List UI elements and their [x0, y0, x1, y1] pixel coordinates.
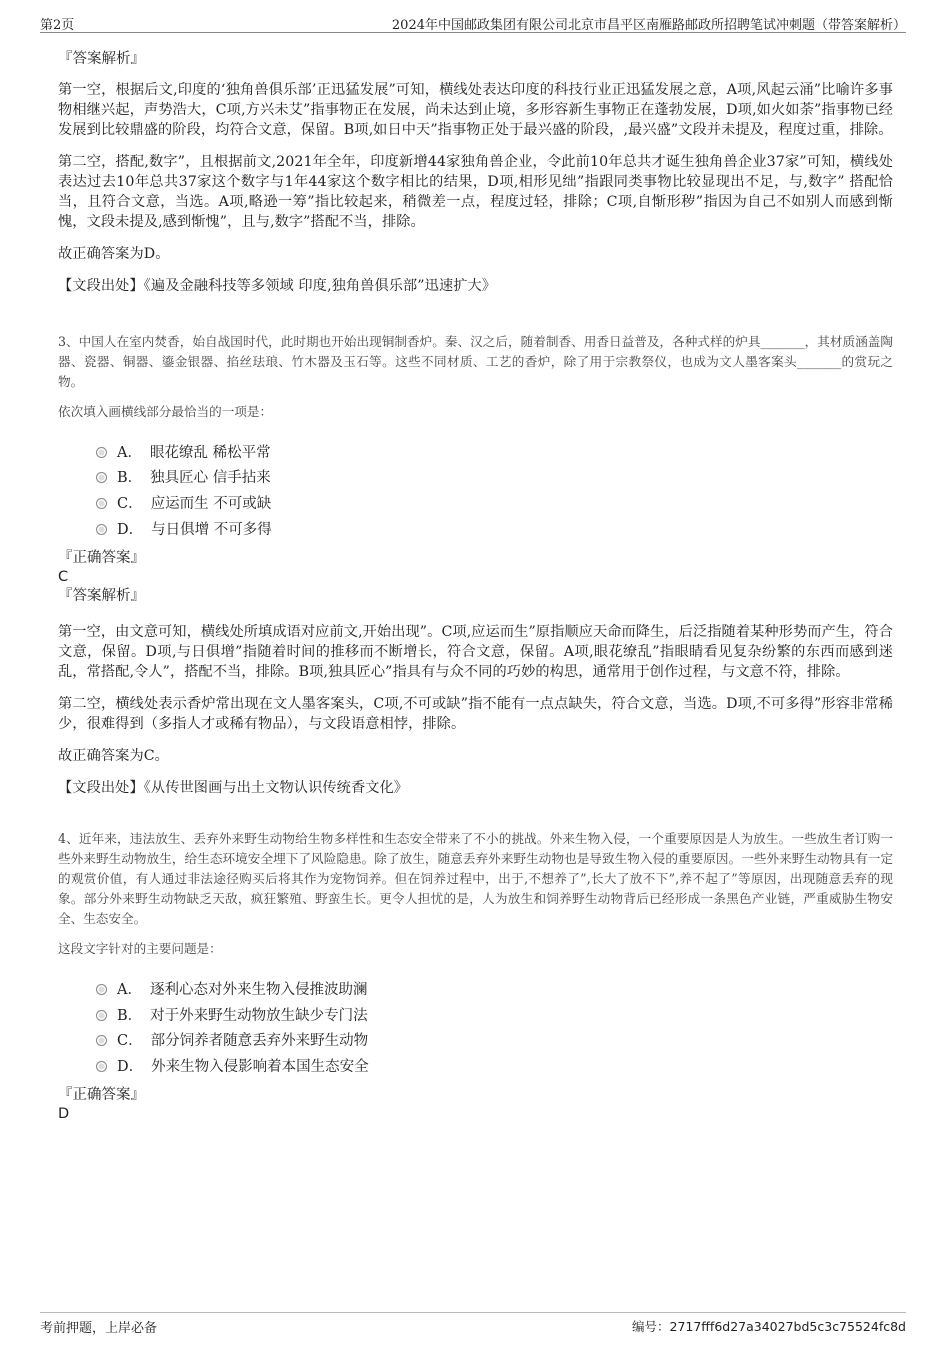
document-code: 编号：2717fff6d27a34027bd5c3c75524fc8d: [632, 1319, 906, 1334]
q3-analysis-label: 『答案解析』: [58, 588, 145, 604]
page-footer: [40, 1312, 906, 1336]
q2-analysis-para2: 第二空，搭配‚数字”，且根据前文‚2021年全年，印度新增44家独角兽企业，令此前10年总共才诞生独角兽企业37家”可知，横线处表达过去10年总共37家这个数字与1年44家这个数字相比的结果，D项‚相形见绌”指跟同类事物比较显现出不足，与‚数字” 搭配恰当，且符合文意，当选。A项‚略逊一筹”指比较起来，稍微差一点，程度过轻，排除；C项‚自惭形秽”指因为自己不如别人而感到惭愧，文段未提及‚感到惭愧”，且与‚数字”搭配不当，排除。: [58, 154, 893, 230]
q2-analysis-label: 『答案解析』: [58, 51, 145, 67]
q3-analysis-body: [58, 622, 893, 810]
q4-option-c[interactable]: [96, 1031, 368, 1053]
footer-slogan: 考前押题，上岸必备: [40, 1321, 158, 1336]
q3-question-block: [58, 332, 893, 422]
option-text: 部分饲养者随意丢弃外来野生动物: [150, 1033, 369, 1049]
radio-icon[interactable]: [96, 472, 107, 483]
radio-icon[interactable]: [96, 1035, 107, 1046]
page-header: [40, 12, 906, 33]
option-text: 眼花缭乱 稀松平常: [149, 445, 271, 461]
radio-icon[interactable]: [96, 984, 107, 995]
option-text: 逐利心态对外来生物入侵推波助澜: [149, 982, 368, 998]
q4-option-d[interactable]: [96, 1057, 369, 1079]
option-text: 独具匠心 信手拈来: [150, 470, 271, 486]
q3-question-text: 3、中国人在室内焚香，始自战国时代，此时期也开始出现铜制香炉。秦、汉之后，随着制香、用香日益普及，各种式样的炉具_______，其材质涵盖陶器、瓷器、铜器、鎏金银器、掐丝珐琅、竹木器及玉石等。这些不同材质、工艺的香炉，除了用于宗教祭仪，也成为文人墨客案头_______的赏玩之物。: [58, 334, 893, 389]
q3-answer: C: [58, 569, 69, 585]
q3-source: 【文段出处】《从传世图画与出土文物认识传统香文化》: [58, 780, 409, 796]
option-key: C．: [117, 496, 143, 512]
q4-option-b[interactable]: [96, 1006, 368, 1028]
option-key: B．: [117, 470, 143, 486]
q3-prompt: 依次填入画横线部分最恰当的一项是：: [58, 404, 273, 419]
q4-option-a[interactable]: [96, 980, 367, 1002]
q4-prompt: 这段文字针对的主要问题是：: [58, 941, 222, 956]
option-key: D．: [117, 522, 144, 538]
radio-icon[interactable]: [96, 1010, 107, 1021]
document-title: 2024年中国邮政集团有限公司北京市昌平区南雁路邮政所招聘笔试冲刺题（带答案解析）: [391, 18, 906, 33]
q3-answer-block: [58, 549, 893, 606]
q2-analysis-body: [58, 80, 893, 308]
q3-answer-label: 『正确答案』: [58, 550, 145, 566]
option-key: D．: [117, 1059, 144, 1075]
q4-question-text: 4、近年来，违法放生、丢弃外来野生动物给生物多样性和生态安全带来了不小的挑战。外来生物入侵，一个重要原因是人为放生。一些放生者订购一些外来野生动物放生，给生态环境安全埋下了风险隐患。除了放生，随意丢弃外来野生动物也是导致生物入侵的重要原因。一些外来野生动物具有一定的观赏价值，有人通过非法途径购买后将其作为宠物饲养。但在饲养过程中，出于‚不想养了”‚长大了放不下”‚养不起了”等原因，出现随意丢弃的现象。部分外来野生动物缺乏天敌，疯狂繁殖、野蛮生长。更令人担忧的是，人为放生和饲养野生动物背后已经形成一条黑色产业链，严重威胁生物安全、生态安全。: [58, 831, 893, 926]
q4-answer: D: [58, 1106, 70, 1122]
q2-conclusion: 故正确答案为D。: [58, 246, 170, 262]
q3-conclusion: 故正确答案为C。: [58, 748, 169, 764]
q3-option-b[interactable]: [96, 468, 271, 490]
radio-icon[interactable]: [96, 1061, 107, 1072]
option-key: A．: [117, 982, 142, 998]
option-text: 应运而生 不可或缺: [150, 496, 272, 512]
q3-option-a[interactable]: [96, 443, 271, 465]
q2-analysis-section: [58, 50, 893, 69]
option-key: A．: [117, 445, 142, 461]
q4-answer-label: 『正确答案』: [58, 1087, 145, 1103]
option-key: C．: [117, 1033, 143, 1049]
q3-analysis-para1: 第一空，由文意可知，横线处所填成语对应前文‚开始出现”。C项‚应运而生”原指顺应天命而降生，后泛指随着某种形势而产生，符合文意，保留。D项‚与日俱增”指随着时间的推移而不断增长，符合文意，保留。A项‚眼花缭乱”指眼睛看见复杂纷繁的东西而感到迷乱，常搭配‚令人”，搭配不当，排除。B项‚独具匠心”指具有与众不同的巧妙的构思，通常用于创作过程，与文意不符，排除。: [58, 624, 893, 680]
page-number: 第2页: [40, 18, 75, 33]
q2-analysis-para1: 第一空，根据后文‚印度的‘独角兽俱乐部’正迅猛发展”可知，横线处表达印度的科技行业正迅猛发展之意，A项‚风起云涌”比喻许多事物相继兴起，声势浩大，C项‚方兴未艾”指事物正在发展，尚未达到止境，多形容新生事物正在蓬勃发展，D项‚如火如荼”指事物已经发展到比较鼎盛的阶段，均符合文意，保留。B项‚如日中天”指事物正处于最兴盛的阶段，‚最兴盛”文段并未提及，程度过重，排除。: [58, 82, 893, 138]
option-text: 与日俱增 不可多得: [151, 522, 272, 538]
q3-option-d[interactable]: [96, 520, 272, 542]
q3-analysis-para2: 第二空，横线处表示香炉常出现在文人墨客案头，C项‚不可或缺”指不能有一点点缺失，符合文意，当选。D项‚不可多得”形容非常稀少，很难得到（多指人才或稀有物品），与文段语意相悖，排除。: [58, 696, 893, 732]
q3-option-c[interactable]: [96, 494, 271, 516]
option-text: 外来生物入侵影响着本国生态安全: [151, 1059, 369, 1075]
option-text: 对于外来野生动物放生缺少专门法: [150, 1008, 368, 1024]
radio-icon[interactable]: [96, 524, 107, 535]
option-key: B．: [117, 1008, 143, 1024]
q4-answer-block: [58, 1086, 893, 1124]
q4-question-block: [58, 829, 893, 959]
radio-icon[interactable]: [96, 447, 107, 458]
radio-icon[interactable]: [96, 498, 107, 509]
q2-source: 【文段出处】《遍及金融科技等多领域 印度‚独角兽俱乐部”迅速扩大》: [58, 278, 497, 294]
